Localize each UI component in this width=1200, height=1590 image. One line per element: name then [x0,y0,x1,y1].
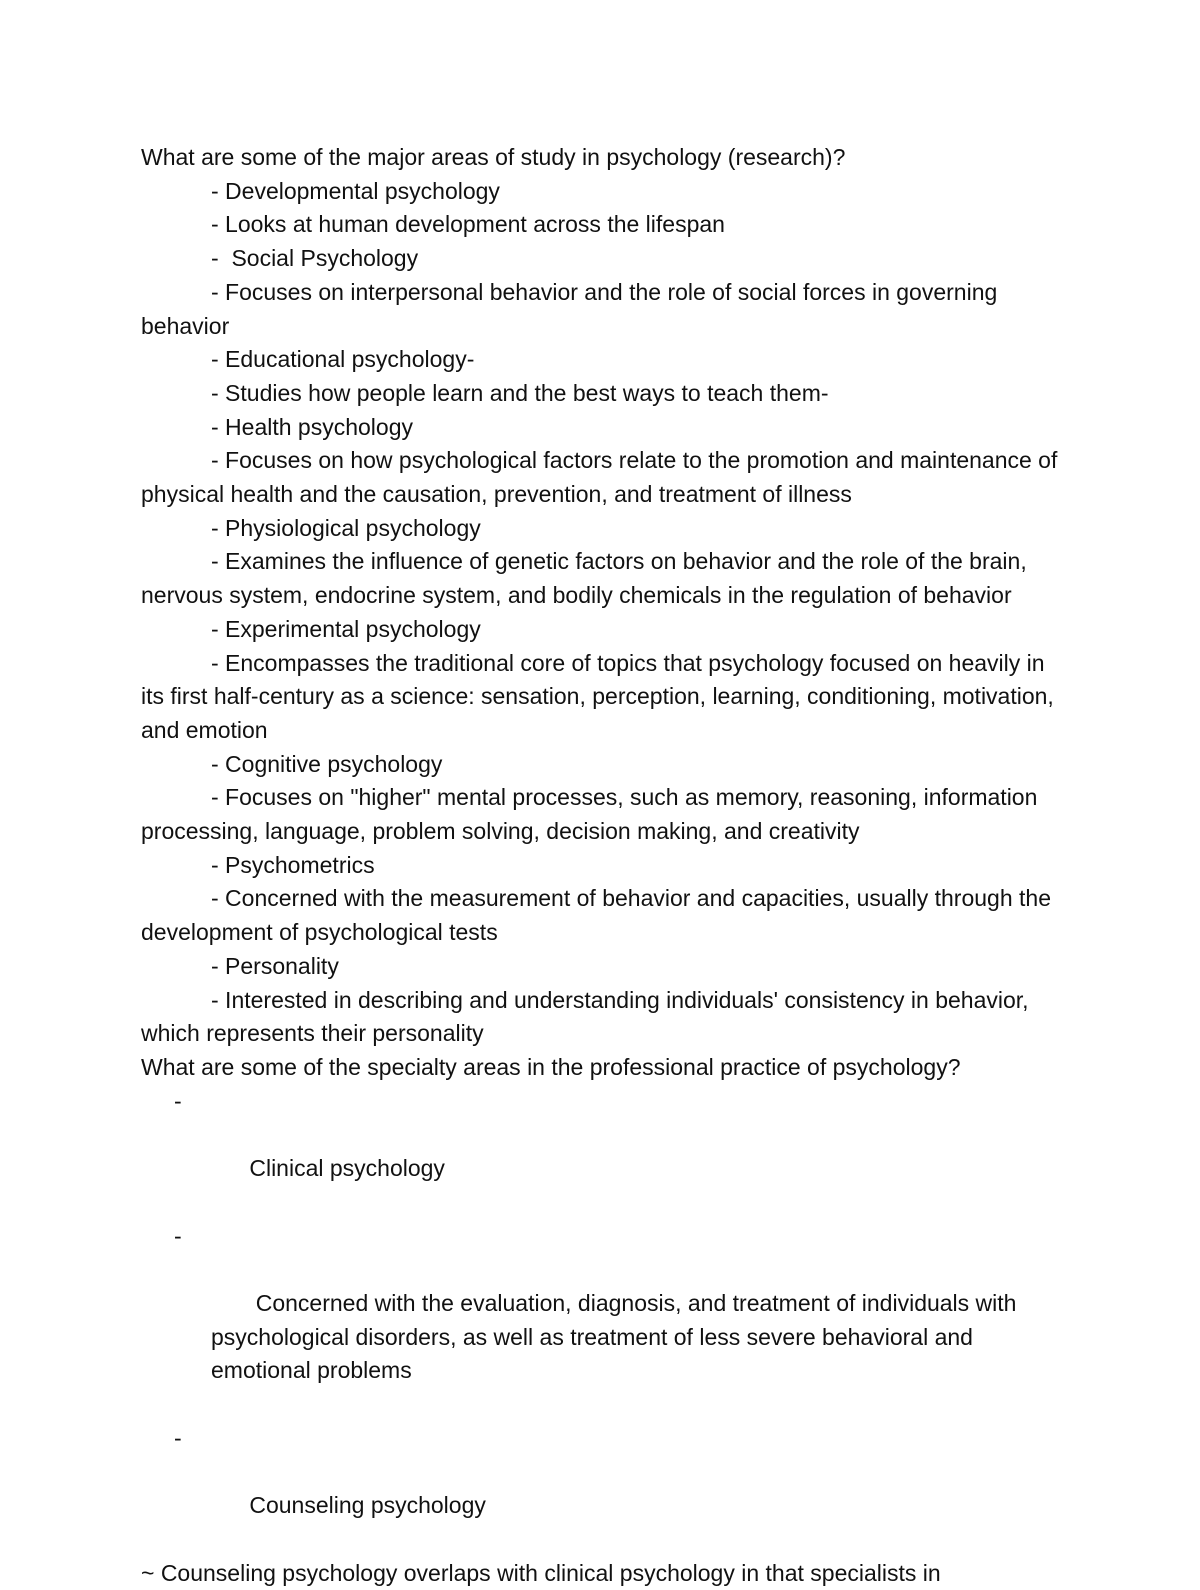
research-item: - Personality [211,952,339,979]
practice-item-text: Concerned with the evaluation, diagnosis, and treatment of individuals with psychological disorders, as well as treatment of less severe behavioral and emotional problems [211,1289,1023,1384]
research-item: - Examines the influence of genetic factors on behavior and the role of the brain, nervous system, endocrine system, and bodily chemicals in the regulation of behavior [141,548,1034,609]
research-item: - Educational psychology- [211,346,475,373]
bullet-dash: - [174,1424,182,1451]
research-item: - Focuses on how psychological factors relate to the promotion and maintenance of physical health and the causation, prevention, and treatment of illness [141,447,1064,508]
bullet-dash: - [174,1222,182,1249]
practice-list-item [141,1220,1061,1422]
practice-list-item [141,1422,1061,1557]
practice-item-text: Counseling psychology [249,1492,486,1519]
research-item: - Health psychology [211,413,413,440]
research-item: - Interested in describing and understanding individuals' consistency in behavior, which represents their personality [141,986,1035,1047]
research-item: - Focuses on interpersonal behavior and the role of social forces in governing behavior [141,278,1004,339]
question-research-areas: What are some of the major areas of study in psychology (research)? [141,144,846,170]
research-item: - Encompasses the traditional core of topics that psychology focused on heavily in its first half-century as a science: sensation, perception, learning, conditioning, motivation, and emotion [141,649,1061,743]
practice-list-item [141,1085,1061,1220]
research-item: - Cognitive psychology [211,750,443,777]
research-item: - Social Psychology [211,245,419,272]
closing-note: ~ Counseling psychology overlaps with clinical psychology in that specialists in [141,1559,941,1586]
research-item: - Concerned with the measurement of behavior and capacities, usually through the development of psychological tests [141,885,1058,946]
research-item: - Focuses on "higher" mental processes, such as memory, reasoning, information processing, language, problem solving, decision making, and creativity [141,784,1044,845]
document-body [141,141,1064,1590]
research-item: - Physiological psychology [211,514,481,541]
practice-item-text: Clinical psychology [249,1155,445,1182]
research-item: - Psychometrics [211,851,375,878]
bullet-dash: - [174,1087,182,1114]
research-item: - Studies how people learn and the best ways to teach them- [211,379,829,406]
question-practice-areas: What are some of the specialty areas in the professional practice of psychology? [141,1053,961,1080]
research-item: - Developmental psychology [211,177,500,204]
research-item: - Looks at human development across the lifespan [211,211,725,238]
research-item: - Experimental psychology [211,615,481,642]
